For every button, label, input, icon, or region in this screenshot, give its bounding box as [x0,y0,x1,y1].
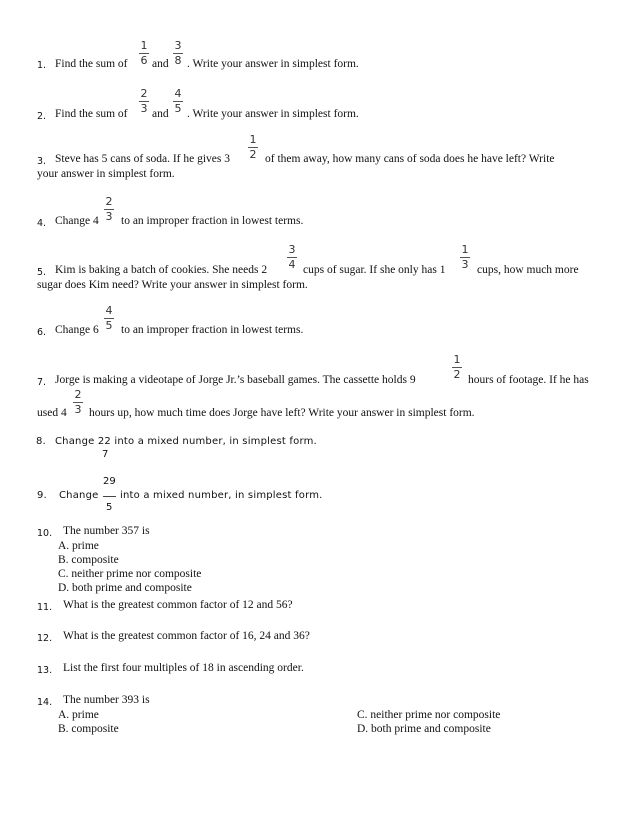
question-text: . Write your answer in simplest form. [187,58,359,70]
question-text: Jorge is making a videotape of Jorge Jr.’s baseball games. The cassette holds 9 [55,374,416,386]
question-number: 10. [37,528,53,539]
question-number: 5. [37,267,47,278]
question-text: and [152,58,169,70]
question-text: The number 393 is [63,694,150,706]
question-text: sugar does Kim need? Write your answer in simplest form. [37,279,308,291]
fraction-bar [103,496,116,497]
question-text: cups of sugar. If she only has 1 [303,264,446,276]
fraction: 3 8 [174,39,182,67]
question-text: What is the greatest common factor of 12 and 56? [63,599,293,611]
question-text: to an improper fraction in lowest terms. [121,324,304,336]
denominator: 5 [106,502,113,513]
question-number: 8. [36,436,46,447]
question-number: 13. [37,665,53,676]
fraction: 1 3 [461,243,469,271]
fraction: 2 3 [105,195,113,223]
option-d: D. both prime and composite [357,723,491,735]
question-number: 14. [37,697,53,708]
question-number: 2. [37,111,47,122]
question-text: . Write your answer in simplest form. [187,108,359,120]
question-number: 12. [37,633,53,644]
question-text: The number 357 is [63,525,150,537]
question-text: Change [59,490,99,501]
question-text: your answer in simplest form. [37,168,175,180]
question-number: 11. [37,602,53,613]
question-text: Change 22 into a mixed number, in simplest form. [55,436,317,447]
question-text: Find the sum of [55,108,128,120]
question-text: of them away, how many cans of soda does he have left? Write [265,153,555,165]
option-a: A. prime [58,709,99,721]
question-text: and [152,108,169,120]
option-a: A. prime [58,540,99,552]
question-number: 6. [37,327,47,338]
question-number: 3. [37,156,47,167]
option-d: D. both prime and composite [58,582,192,594]
question-text: What is the greatest common factor of 16, 24 and 36? [63,630,310,642]
question-text: used 4 [37,407,67,419]
fraction: 4 5 [174,87,182,115]
question-text: Find the sum of [55,58,128,70]
question-text: into a mixed number, in simplest form. [120,490,323,501]
fraction: 1 2 [249,133,257,161]
question-number: 4. [37,218,47,229]
question-text: to an improper fraction in lowest terms. [121,215,304,227]
fraction: 3 4 [288,243,296,271]
option-c: C. neither prime nor composite [357,709,501,721]
question-text: List the first four multiples of 18 in ascending order. [63,662,304,674]
fraction: 1 6 [140,39,148,67]
question-text: Kim is baking a batch of cookies. She needs 2 [55,264,268,276]
question-number: 1. [37,60,47,71]
question-text: Change 4 [55,215,99,227]
numerator: 29 [103,476,116,487]
fraction: 2 3 [140,87,148,115]
question-text: cups, how much more [477,264,579,276]
fraction: 2 3 [74,388,82,416]
question-text: hours of footage. If he has [468,374,589,386]
fraction: 1 2 [453,353,461,381]
option-b: B. composite [58,554,119,566]
denominator: 7 [102,449,109,460]
option-b: B. composite [58,723,119,735]
question-text: hours up, how much time does Jorge have left? Write your answer in simplest form. [89,407,475,419]
option-c: C. neither prime nor composite [58,568,202,580]
question-text: Change 6 [55,324,99,336]
question-number: 9. [37,490,47,501]
fraction: 4 5 [105,304,113,332]
question-text: Steve has 5 cans of soda. If he gives 3 [55,153,231,165]
question-number: 7. [37,377,47,388]
